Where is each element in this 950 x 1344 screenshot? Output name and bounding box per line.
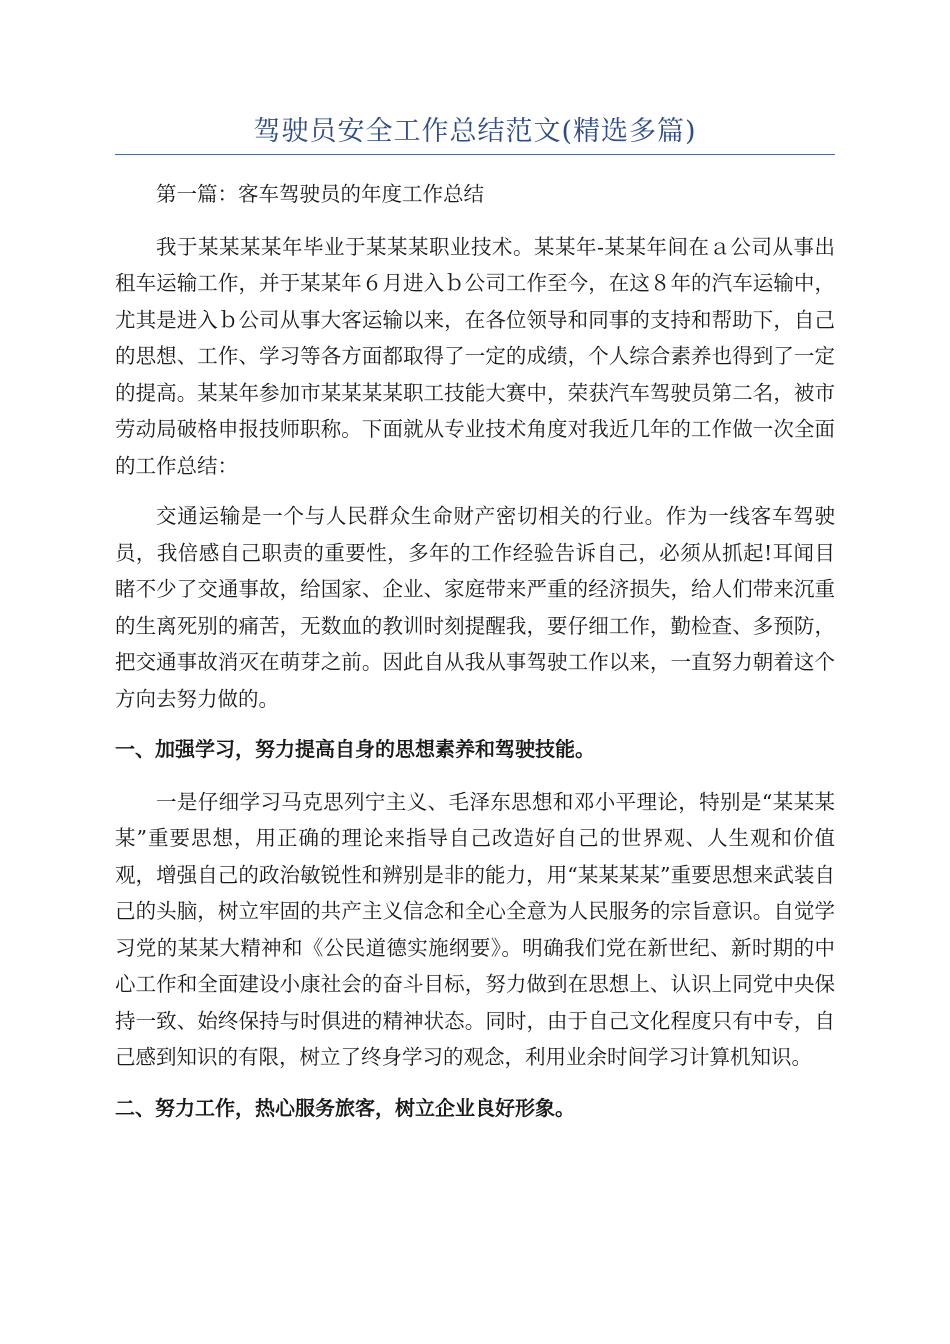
paragraph-study: 一是仔细学习马克思列宁主义、毛泽东思想和邓小平理论，特别是“某某某某”重要思想，用正确的理论来指导自己改造好自己的世界观、人生观和价值观，增强自己的政治敏锐性和辨别是非的能力，用“某某某某”重要思想来武装自己的头脑，树立牢固的共产主义信念和全心全意为人民服务的宗旨意识。自觉学习党的某某大精神和《公民道德实施纲要》。明确我们党在新世纪、新时期的中心工作和全面建设小康社会的奋斗目标，努力做到在思想上、认识上同党中央保持一致、始终保持与时俱进的精神状态。同时，由于自己文化程度只有中专，自己感到知识的有限，树立了终身学习的观念，利用业余时间学习计算机知识。 [115,789,835,1069]
document-title: 驾驶员安全工作总结范文(精选多篇) [253,116,697,147]
document-body [115,176,835,1142]
paragraph-traffic: 交通运输是一个与人民群众生命财产密切相关的行业。作为一线客车驾驶员，我倍感自己职责的重要性，多年的工作经验告诉自己，必须从抓起!耳闻目睹不少了交通事故，给国家、企业、家庭带来严重的经济损失，给人们带来沉重的生离死别的痛苦，无数血的教训时刻提醒我，要仔细工作，勤检查、多预防，把交通事故消灭在萌芽之前。因此自从我从事驾驶工作以来，一直努力朝着这个方向去努力做的。 [115,504,835,711]
paragraph-intro: 我于某某某某年毕业于某某某职业技术。某某年-某某年间在ａ公司从事出租车运输工作，并于某某年６月进入ｂ公司工作至今，在这８年的汽车运输中，尤其是进入ｂ公司从事大客运输以来，在各位领导和同事的支持和帮助下，自己的思想、工作、学习等各方面都取得了一定的成绩，个人综合素养也得到了一定的提高。某某年参加市某某某某职工技能大赛中，荣获汽车驾驶员第二名，被市劳动局破格申报技师职称。下面就从专业技术角度对我近几年的工作做一次全面的工作总结： [115,234,835,478]
section-subtitle: 第一篇：客车驾驶员的年度工作总结 [156,182,484,206]
heading-study: 一、加强学习，努力提高自身的思想素养和驾驶技能。 [115,737,595,761]
heading-service: 二、努力工作，热心服务旅客，树立企业良好形象。 [115,1095,575,1120]
title-underline [115,154,835,155]
